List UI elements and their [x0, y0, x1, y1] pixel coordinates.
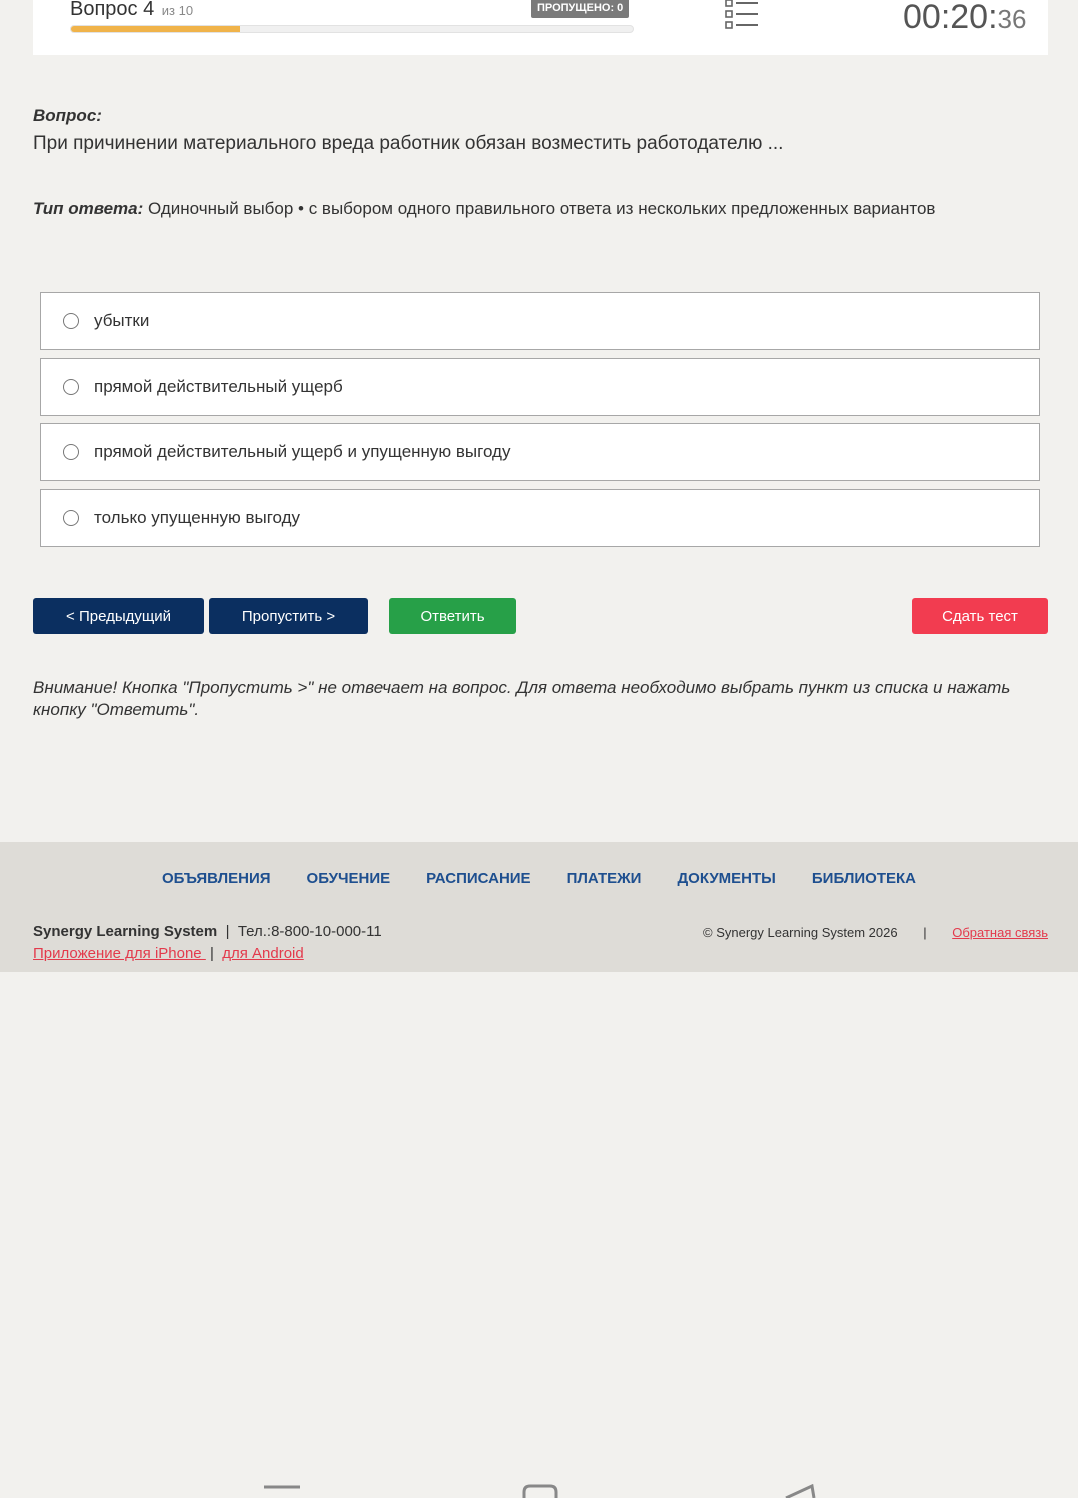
answer-type-value: Одиночный выбор • с выбором одного правильного ответа из нескольких предложенных вариантов: [148, 199, 936, 218]
answer-button[interactable]: Ответить: [389, 598, 516, 634]
finish-test-button[interactable]: Сдать тест: [912, 598, 1048, 634]
radio-button[interactable]: [63, 313, 79, 329]
answer-option[interactable]: [40, 423, 1040, 481]
brand-name: Synergy Learning System: [33, 923, 218, 940]
copyright-separator: |: [923, 925, 927, 940]
copyright-text: © Synergy Learning System 2026: [703, 925, 898, 940]
option-label: прямой действительный ущерб и упущенную выгоду: [94, 442, 511, 461]
option-label: только упущенную выгоду: [94, 508, 301, 527]
previous-button[interactable]: < Предыдущий: [33, 598, 204, 634]
nav-payments[interactable]: ПЛАТЕЖИ: [566, 870, 642, 887]
iphone-app-link[interactable]: Приложение для iPhone: [33, 945, 206, 962]
answer-option[interactable]: [40, 489, 1040, 547]
footer-nav: [0, 870, 1078, 887]
progress-bar: [70, 25, 634, 33]
nav-announcements[interactable]: ОБЪЯВЛЕНИЯ: [162, 870, 271, 887]
apps-separator: |: [205, 945, 219, 962]
nav-documents[interactable]: ДОКУМЕНТЫ: [677, 870, 776, 887]
radio-button[interactable]: [63, 510, 79, 526]
skipped-badge: ПРОПУЩЕНО: 0: [531, 0, 629, 18]
footer-brand: [33, 923, 382, 940]
question-list-icon[interactable]: [724, 0, 760, 30]
footer-copyright: [703, 925, 1048, 940]
timer: [903, 0, 1026, 37]
phone-number: Тел.:8-800-10-000-11: [237, 923, 382, 940]
back-icon[interactable]: [780, 1484, 820, 1498]
option-label: убытки: [94, 311, 150, 330]
radio-button[interactable]: [63, 444, 79, 460]
answer-option[interactable]: [40, 292, 1040, 350]
nav-schedule[interactable]: РАСПИСАНИЕ: [426, 870, 531, 887]
timer-seconds: 36: [997, 4, 1027, 34]
skip-button[interactable]: Пропустить >: [209, 598, 368, 634]
test-header: [33, 0, 1048, 55]
timer-main: 00:20:: [903, 0, 998, 36]
recent-apps-icon[interactable]: [262, 1484, 302, 1498]
option-label: прямой действительный ущерб: [94, 377, 343, 396]
progress-fill: [71, 26, 240, 32]
radio-button[interactable]: [63, 379, 79, 395]
skip-warning: Внимание! Кнопка "Пропустить >" не отвечает на вопрос. Для ответа необходимо выбрать пункт из списка и нажать кнопку "Ответить".: [33, 678, 1011, 719]
answer-type: [33, 199, 935, 219]
answer-option[interactable]: [40, 358, 1040, 416]
home-icon[interactable]: [520, 1484, 560, 1498]
footer-apps: [33, 945, 304, 962]
footer: [0, 842, 1078, 972]
question-text: При причинении материального вреда работник обязан возместить работодателю ...: [33, 133, 784, 154]
question-label: Вопрос:: [33, 106, 102, 125]
android-app-link[interactable]: для Android: [222, 945, 304, 962]
nav-library[interactable]: БИБЛИОТЕКА: [811, 870, 916, 887]
question-counter: [70, 0, 193, 21]
feedback-link[interactable]: Обратная связь: [952, 925, 1048, 940]
question-number: Вопрос 4: [70, 0, 155, 20]
answer-type-label: Тип ответа:: [33, 199, 144, 218]
question-total: из 10: [161, 3, 194, 18]
nav-learning[interactable]: ОБУЧЕНИЕ: [306, 870, 391, 887]
brand-separator: |: [221, 923, 234, 940]
